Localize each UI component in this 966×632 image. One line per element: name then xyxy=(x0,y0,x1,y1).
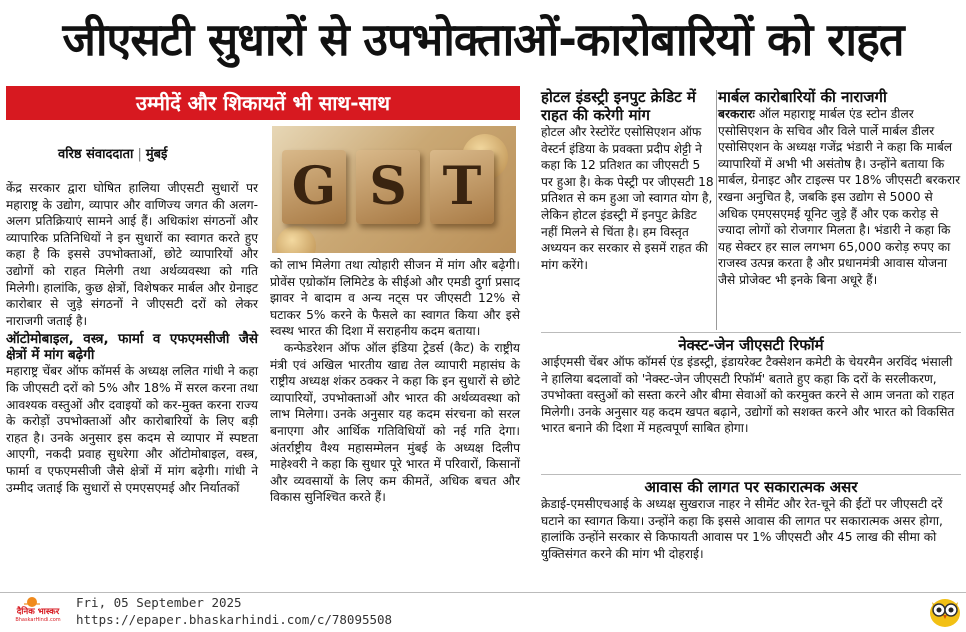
section-housing-heading: आवास की लागत पर सकारात्मक असर xyxy=(644,478,858,496)
byline-separator: | xyxy=(137,147,142,162)
sidebar-hotel xyxy=(541,88,714,273)
section-nextgen-heading: नेक्स्ट-जेन जीएसटी रिफॉर्म xyxy=(678,336,824,354)
sidebar-hotel-body: होटल और रेस्टोरेंट एसोसिएशन ऑफ वेस्टर्न इंडिया के प्रवक्ता प्रदीप शेट्टी ने कहा कि 12 प्रतिशत का जीएसटी 5 पर हुआ है। केक पेस्ट्री पर जीएसटी 18 प्रतिशत से कम हुआ जो स्वागत योग है, लेकिन होटल इंडस्ट्री में इनपुट क्रेडिट नहीं मिलने से चिंता है। हम विस्तृत अध्ययन कर सरकार से इसमें राहत की मांग करेंगे। xyxy=(541,125,714,272)
footer-url[interactable]: https://epaper.bhaskarhindi.com/c/78095508 xyxy=(76,612,393,627)
coin-image xyxy=(276,226,316,253)
footer-info xyxy=(76,594,392,628)
dainik-bhaskar-logo xyxy=(8,596,68,624)
footer-date: Fri, 05 September 2025 xyxy=(76,595,242,610)
section-housing-body: क्रेडाई-एमसीएचआई के अध्यक्ष सुखराज नाहर ने सीमेंट और रेत-चूने की ईंटों पर जीएसटी दरें घटाने का स्वागत किया। उन्होंने कहा कि इससे आवास की लागत पर सकारात्मक असर होगा, हालांकि उन्होंने सरकार से किफायती आवास पर 1% जीएसटी और 45 लाख की सीमा को युक्तिसंगत करने की मांग भी दोहराई। xyxy=(541,497,943,561)
article-column-1 xyxy=(6,180,258,496)
subheadline-banner: उम्मीदें और शिकायतें भी साथ-साथ xyxy=(6,86,520,120)
section-nextgen-body: आईएमसी चेंबर ऑफ कॉमर्स एंड इंडस्ट्री, इंडायरेक्ट टैक्सेशन कमेटी के चेयरमैन अरविंद भंसाली ने हालिया बदलावों को 'नेक्स्ट-जेन जीएसटी रिफॉर्म' बताते हुए कहा कि दरों के सरलीकरण, उपभोक्ता वस्तुओं को सस्ता करने और बीमा सेवाओं को करमुक्त करने से आम जनता को राहत मिलेगी। उनके अनुसार यह कदम खपत बढ़ाने, उद्योगों को सशक्त करने और भारत को विकसित भारत बनाने की दिशा में महत्वपूर्ण साबित होगा। xyxy=(541,355,955,436)
article-paragraph: को लाभ मिलेगा तथा त्योहारी सीजन में मांग और बढ़ेगी। प्रोवेंस एग्रोकॉम लिमिटेड के सीईओ और एमडी दुर्गा प्रसाद झावर ने बादाम व अन्य नट्स पर जीएसटी 12% से घटाकर 5% करने के फैसले का स्वागत किया और इसे स्वस्थ भारत की दिशा में सराहनीय कदम बताया। xyxy=(270,258,520,339)
article-paragraph: कन्फेडरेशन ऑफ ऑल इंडिया ट्रेडर्स (कैट) के राष्ट्रीय मंत्री एवं अखिल भारतीय खाद्य तेल व्यापारी महासंघ के राष्ट्रीय अध्यक्ष शंकर ठक्कर ने कहा कि इन सुधारों से छोटे व्यापारियों, उपभोक्ताओं और भारत की अर्थव्यवस्था को लाभ मिलेगा। उनके अनुसार यह कदम संरचना को सरल बनाएगा और आर्थिक गतिविधियों को नई गति देगा। अंतर्राष्ट्रीय वैश्य महासम्मेलन मुंबई के अध्यक्ष दिलीप माहेश्वरी ने कहा कि सुधार पूरे भारत में परिवारों, किसानों और व्यवसायों के लिए कम कीमतें, अधिक बचत और विकास सुनिश्चित करते हैं। xyxy=(270,340,520,505)
logo-text: दैनिक भास्कर xyxy=(16,607,60,617)
gst-tile-g: G xyxy=(282,150,346,224)
byline xyxy=(58,144,167,162)
gst-photo xyxy=(272,126,516,253)
section-divider xyxy=(541,474,961,475)
sidebar-marble-heading: मार्बल कारोबारियों की नाराजगी xyxy=(718,88,887,106)
section-divider xyxy=(541,332,961,333)
byline-author: वरिष्ठ संवाददाता xyxy=(58,147,134,162)
sidebar-marble xyxy=(718,88,963,289)
section-housing xyxy=(541,478,961,562)
sidebar-marble-runin: बरकरारः xyxy=(718,107,755,121)
page-headline: जीएसटी सुधारों से उपभोक्ताओं-कारोबारियों को राहत xyxy=(62,13,904,66)
byline-place: मुंबई xyxy=(145,147,168,162)
article-paragraph: केंद्र सरकार द्वारा घोषित हालिया जीएसटी सुधारों पर महाराष्ट्र के उद्योग, व्यापार और वाणिज्य जगत की अलग-अलग प्रतिक्रियाएं सामने आई हैं। अधिकांश संगठनों और व्यापारिक प्रतिनिधियों ने इन सुधारों का स्वागत करते हुए कहा है कि इससे उपभोक्ताओं, छोटे व्यापारियों और उद्योगों को राहत मिलेगी तथा अर्थव्यवस्था को गति मिलेगी। हालांकि, कुछ क्षेत्रों, विशेषकर मार्बल और ग्रेनाइट कारोबार से जुड़े संगठनों ने जीएसटी दरों को लेकर नाराजगी जताई है। xyxy=(6,181,258,328)
logo-subtext: BhaskarHindi.com xyxy=(15,617,61,623)
owl-icon[interactable] xyxy=(927,594,963,628)
section-nextgen xyxy=(541,336,961,437)
gst-tile-s: S xyxy=(356,150,420,224)
gst-tile-t: T xyxy=(430,150,494,224)
column-divider xyxy=(716,90,717,330)
article-paragraph: महाराष्ट्र चेंबर ऑफ कॉमर्स के अध्यक्ष ललित गांधी ने कहा कि जीएसटी दरों को 5% और 18% में सरल करना तथा आवश्यक वस्तुओं और दवाइयों को कर-मुक्त करना राज्य के करोड़ों उपभोक्ताओं और कारोबारियों के लिए बड़ी राहत है। उनके अनुसार इस कदम से व्यापार में स्पष्टता आएगी, नकदी प्रवाह सुधरेगा और ऑटोमोबाइल, वस्त्र, फार्मा व एफएमसीजी जैसे क्षेत्रों में मांग बढ़ेगी। गांधी ने उम्मीद जताई कि सुधारों से एमएसएमई और निर्यातकों xyxy=(6,364,258,495)
sidebar-hotel-heading: होटल इंडस्ट्री इनपुट क्रेडिट में राहत की करेगी मांग xyxy=(541,88,696,124)
sidebar-marble-body: ऑल महाराष्ट्र मार्बल एंड स्टोन डीलर एसोसिएशन के सचिव और विले पार्ले मार्बल डीलर एसोसिएशन के अध्यक्ष गजेंद्र भंडारी ने कहा कि मार्बल व्यापारियों में अभी भी असंतोष है। उन्होंने बताया कि मार्बल, ग्रेनाइट और टाइल्स पर 18% जीएसटी बरकरार रखना अनुचित है, जबकि इस उद्योग से 5000 से अधिक एमएसएमई यूनिट जुड़े हैं और एक करोड़ से ज्यादा लोगों को रोजगार मिलता है। भंडारी ने कहा कि यह सेक्टर हर साल लगभग 65,000 करोड़ रुपए का राजस्व उत्पन्न करता है और प्रधानमंत्री आवास योजना जैसे प्रोजेक्ट भी इनके बिना अधूरे हैं। xyxy=(718,107,961,287)
article-column-2 xyxy=(270,257,520,506)
article-subheading: ऑटोमोबाइल, वस्त्र, फार्मा व एफएमसीजी जैसे क्षेत्रों में मांग बढ़ेगी xyxy=(6,331,258,364)
